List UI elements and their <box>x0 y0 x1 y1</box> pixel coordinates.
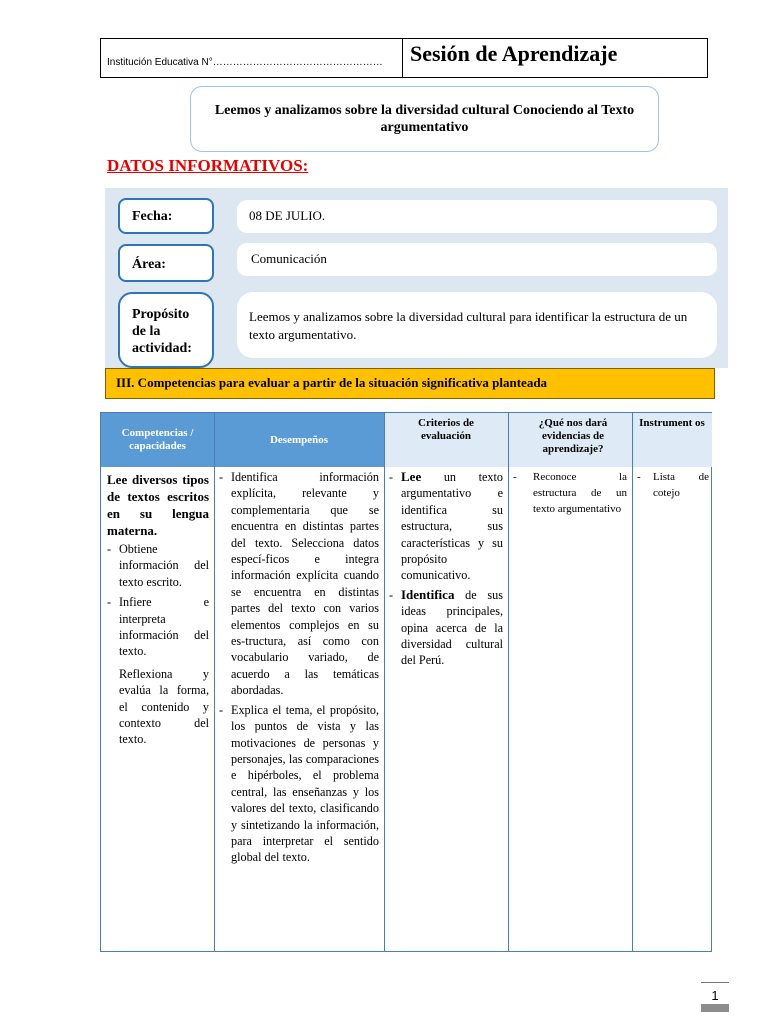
competencia-title: Lee diversos tipos de textos escritos en su lengua materna. <box>107 472 209 538</box>
page-number: 1 <box>701 982 729 1012</box>
header-competencias: Competencias / capacidades <box>101 413 214 467</box>
proposito-value: Leemos y analizamos sobre la diversidad cultural para identificar la estructura de un texto argumentativo. <box>237 292 717 358</box>
criterio-item: - Lee un texto argumentativo e identifica su estructura, sus características y su propósito comunicativo. <box>389 469 503 583</box>
header-instrumentos: Instrument os <box>632 413 712 467</box>
header-criterios: Criterios de evaluación <box>384 413 508 467</box>
fecha-value: 08 DE JULIO. <box>237 200 717 233</box>
desempenos-cell <box>219 469 379 866</box>
area-value: Comunicación <box>237 243 717 276</box>
competencia-cell <box>107 471 209 748</box>
capacidad-item: Reflexiona y evalúa la forma, el contenido y contexto del texto. <box>119 666 209 747</box>
header-box <box>100 38 708 78</box>
session-title: Sesión de Aprendizaje <box>410 41 618 66</box>
desempeno-item: - Identifica información explícita, relevante y complementaria que se encuentra en distintas partes del texto. Selecciona datos especí-ficos e integra información explícita cuando se encuentra en distintas partes del texto con varios elementos complejos en su es-tructura, así como con vocabulario variado, de acuerdo a las temáticas abordadas. <box>219 470 379 698</box>
criterios-cell <box>389 469 503 669</box>
instrumento-cell: - Lista de cotejo <box>637 471 709 499</box>
capacidad-item: - Infiere e interpreta información del texto. <box>107 595 209 659</box>
datos-informativos-heading: DATOS INFORMATIVOS: <box>107 156 309 175</box>
area-label: Área: <box>118 244 214 282</box>
institution-field: Institución Educativa N°…………………………………………… <box>101 39 403 77</box>
header-desempenos: Desempeños <box>214 413 384 467</box>
header-evidencias: ¿Qué nos dará evidencias de aprendizaje? <box>508 413 632 467</box>
proposito-label: Propósito de la actividad: <box>118 292 214 368</box>
evidencia-cell: - Reconoce la estructura de un texto argumentativo <box>513 471 627 515</box>
activity-title: Leemos y analizamos sobre la diversidad cultural Conociendo al Texto argumentativo <box>190 86 659 152</box>
desempeno-item: - Explica el tema, el propósito, los puntos de vista y las motivaciones de personas y personajes, las comparaciones e hipérboles, el problema central, las enseñanzas y los valores del texto, clasificando y sintetizando la información, para interpretar el sentido global del texto. <box>219 702 379 865</box>
competencias-table <box>100 412 712 952</box>
capacidad-item: - Obtiene información del texto escrito. <box>107 542 209 589</box>
criterio-item: - Identifica de sus ideas principales, opina acerca de la diversidad cultural del Perú. <box>389 586 503 668</box>
fecha-label: Fecha: <box>118 198 214 234</box>
competencias-heading: III. Competencias para evaluar a partir de la situación significativa planteada <box>105 368 715 399</box>
